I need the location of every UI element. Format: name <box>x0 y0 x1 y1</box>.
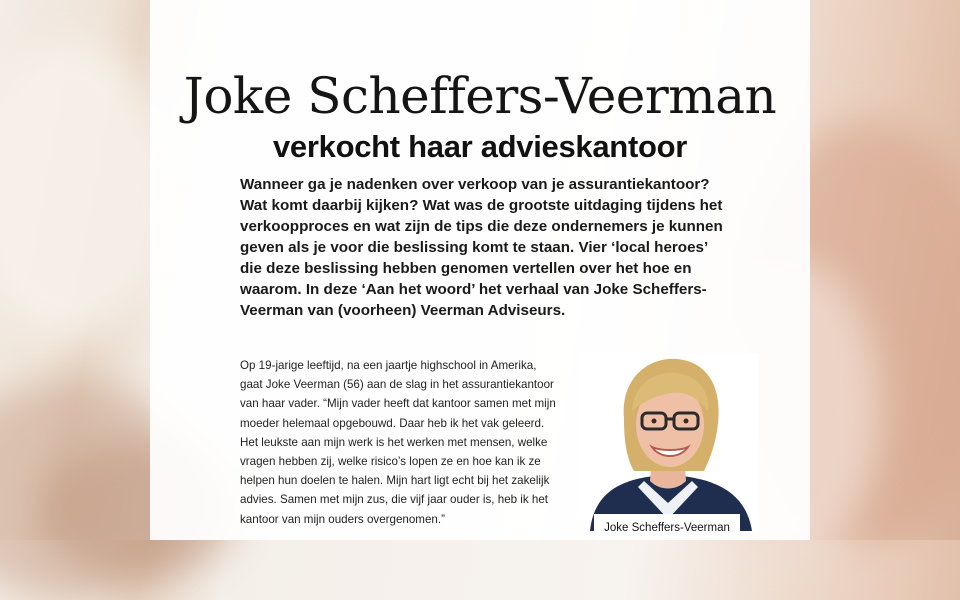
article-intro: Wanneer ga je nadenken over verkoop van je assurantiekantoor? Wat komt daarbij kijken? Wat was de grootste uitdaging tijdens het verkoopproces en wat zijn de tips die deze ondernemers je kunnen geven als je voor die beslissing komt te staan. Vier ‘local heroes’ die deze beslissing hebben genomen vertellen over het hoe en waarom. In deze ‘Aan het woord’ het verhaal van Joke Scheffers-Veerman van (voorheen) Veerman Adviseurs. <box>240 176 723 319</box>
article-subtitle: verkocht haar advieskantoor <box>272 129 688 164</box>
article-title: Joke Scheffers-Veerman <box>183 67 777 125</box>
portrait-eye-left <box>652 419 657 424</box>
portrait-illustration <box>580 353 758 531</box>
photo-caption: Joke Scheffers-Veerman <box>594 514 740 540</box>
article-body: Op 19-jarige leeftijd, na een jaartje highschool in Amerika, gaat Joke Veerman (56) aan de slag in het assurantiekantoor van haar vader. “Mijn vader heeft dat kantoor samen met mijn moeder helemaal opgebouwd. Daar heb ik het vak geleerd. Het leukste aan mijn werk is het werken met mensen, welke vragen hebben zij, welke risico’s lopen ze en hoe kan ik ze helpen hun doelen te halen. Mijn hart ligt echt bij het zakelijk advies. Samen met mijn zus, die vijf jaar ouder is, heb ik het kantoor van mijn ouders overgenomen.” <box>240 359 556 526</box>
portrait-photo <box>580 353 758 531</box>
portrait-eye-right <box>684 419 689 424</box>
